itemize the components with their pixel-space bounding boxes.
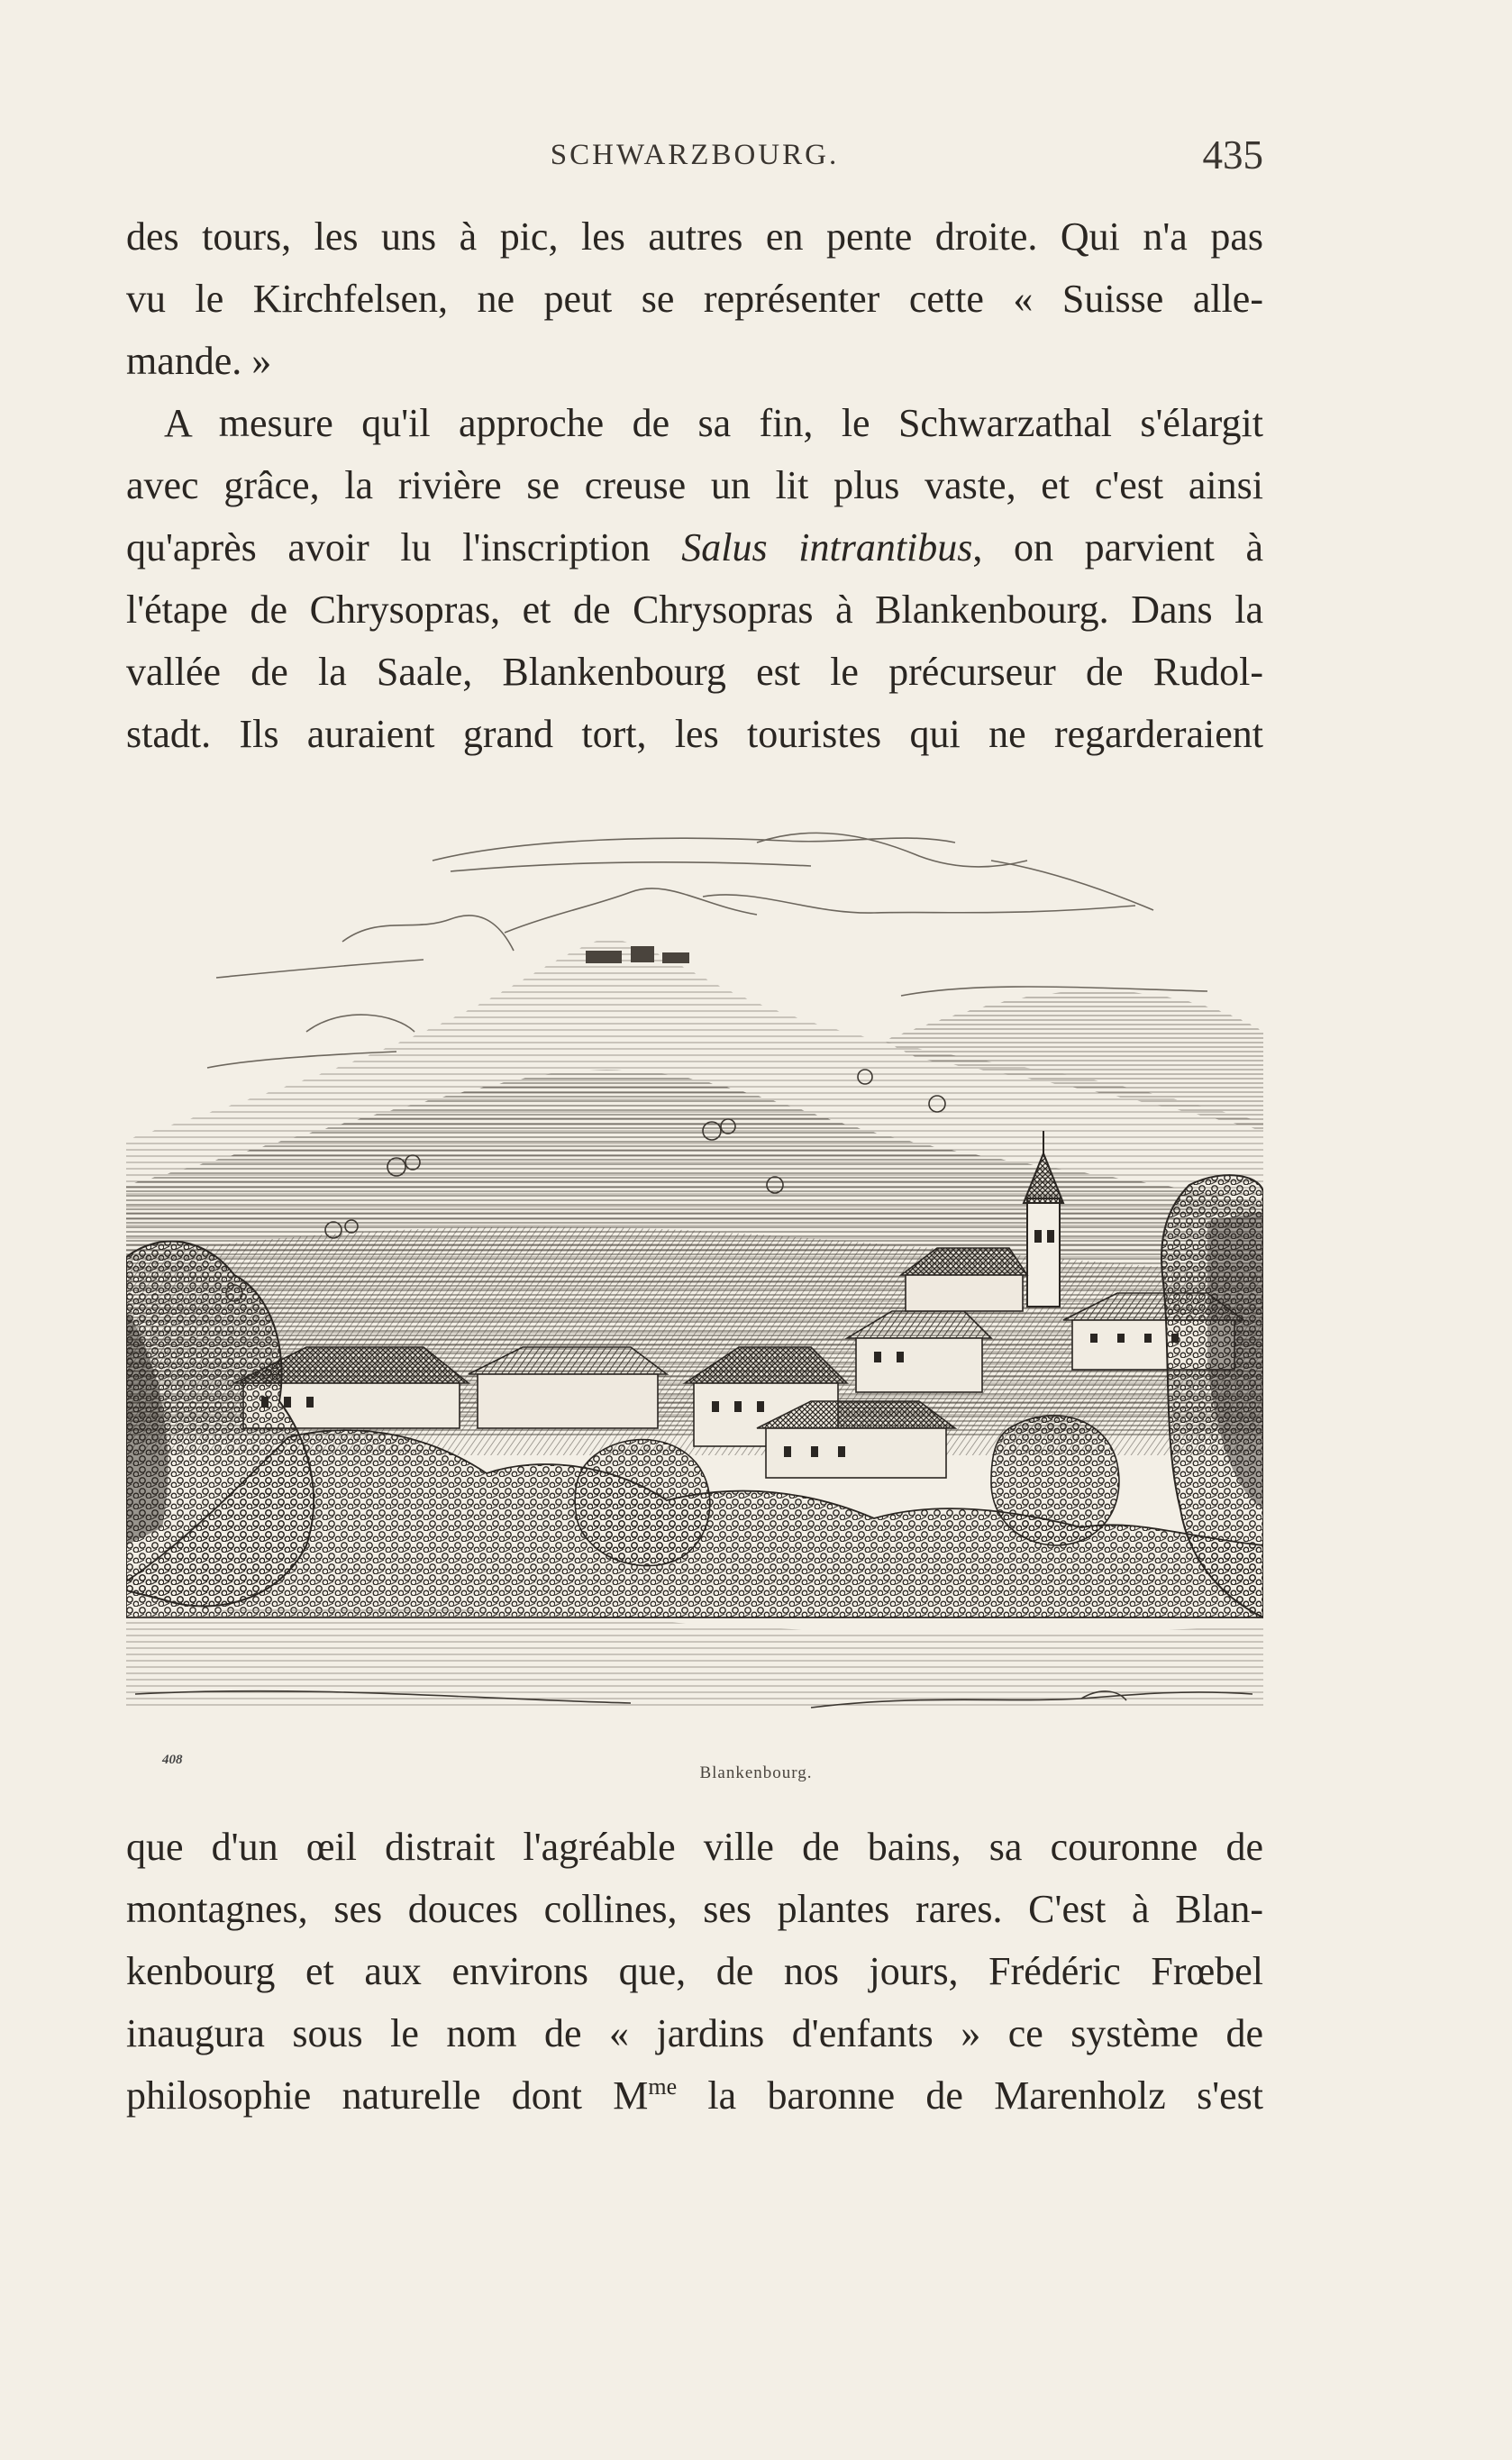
landscape-engraving	[126, 806, 1263, 1762]
latin-inscription: Salus intrantibus	[681, 525, 973, 569]
text-line: inaugura sous le nom de « jardins d'enfants » ce système de	[126, 2011, 1263, 2055]
text-fragment: , on parvient à	[972, 525, 1263, 569]
running-title: SCHWARZBOURG.	[550, 139, 840, 171]
text-line: vallée de la Saale, Blankenbourg est le précurseur de Rudol-	[126, 650, 1263, 694]
text-line: stadt. Ils auraient grand tort, les touristes qui ne regarderaient	[126, 712, 1263, 756]
superscript-abbrev: me	[648, 2073, 678, 2100]
body-text-bottom	[126, 1816, 1263, 2127]
engraving-illustration	[126, 806, 1263, 1762]
text-line: A mesure qu'il approche de sa fin, le Schwarzathal s'élargit	[164, 401, 1263, 445]
text-line	[126, 516, 1263, 579]
text-line: vu le Kirchfelsen, ne peut se représenter cette « Suisse alle-	[126, 277, 1263, 321]
body-text-top	[126, 205, 1263, 765]
running-head	[126, 132, 1263, 186]
text-line: montagnes, ses douces collines, ses plantes rares. C'est à Blan-	[126, 1887, 1263, 1931]
text-line: l'étape de Chrysopras, et de Chrysopras à Blankenbourg. Dans la	[126, 588, 1263, 632]
text-line: des tours, les uns à pic, les autres en pente droite. Qui n'a pas	[126, 214, 1263, 259]
plate-number: 408	[162, 1753, 183, 1767]
text-line: avec grâce, la rivière se creuse un lit plus vaste, et c'est ainsi	[126, 463, 1263, 507]
text-line	[126, 2064, 1263, 2127]
page-number: 435	[1202, 132, 1263, 178]
figure-caption: Blankenbourg.	[699, 1763, 813, 1782]
text-fragment: la baronne de Marenholz s'est	[677, 2073, 1263, 2118]
text-fragment: qu'après avoir lu l'inscription	[126, 525, 682, 569]
text-line: mande. »	[126, 339, 272, 383]
text-line: kenbourg et aux environs que, de nos jours, Frédéric Frœbel	[126, 1949, 1263, 1993]
text-line: que d'un œil distrait l'agréable ville de bains, sa couronne de	[126, 1825, 1263, 1869]
text-fragment: philosophie naturelle dont M	[126, 2073, 649, 2118]
